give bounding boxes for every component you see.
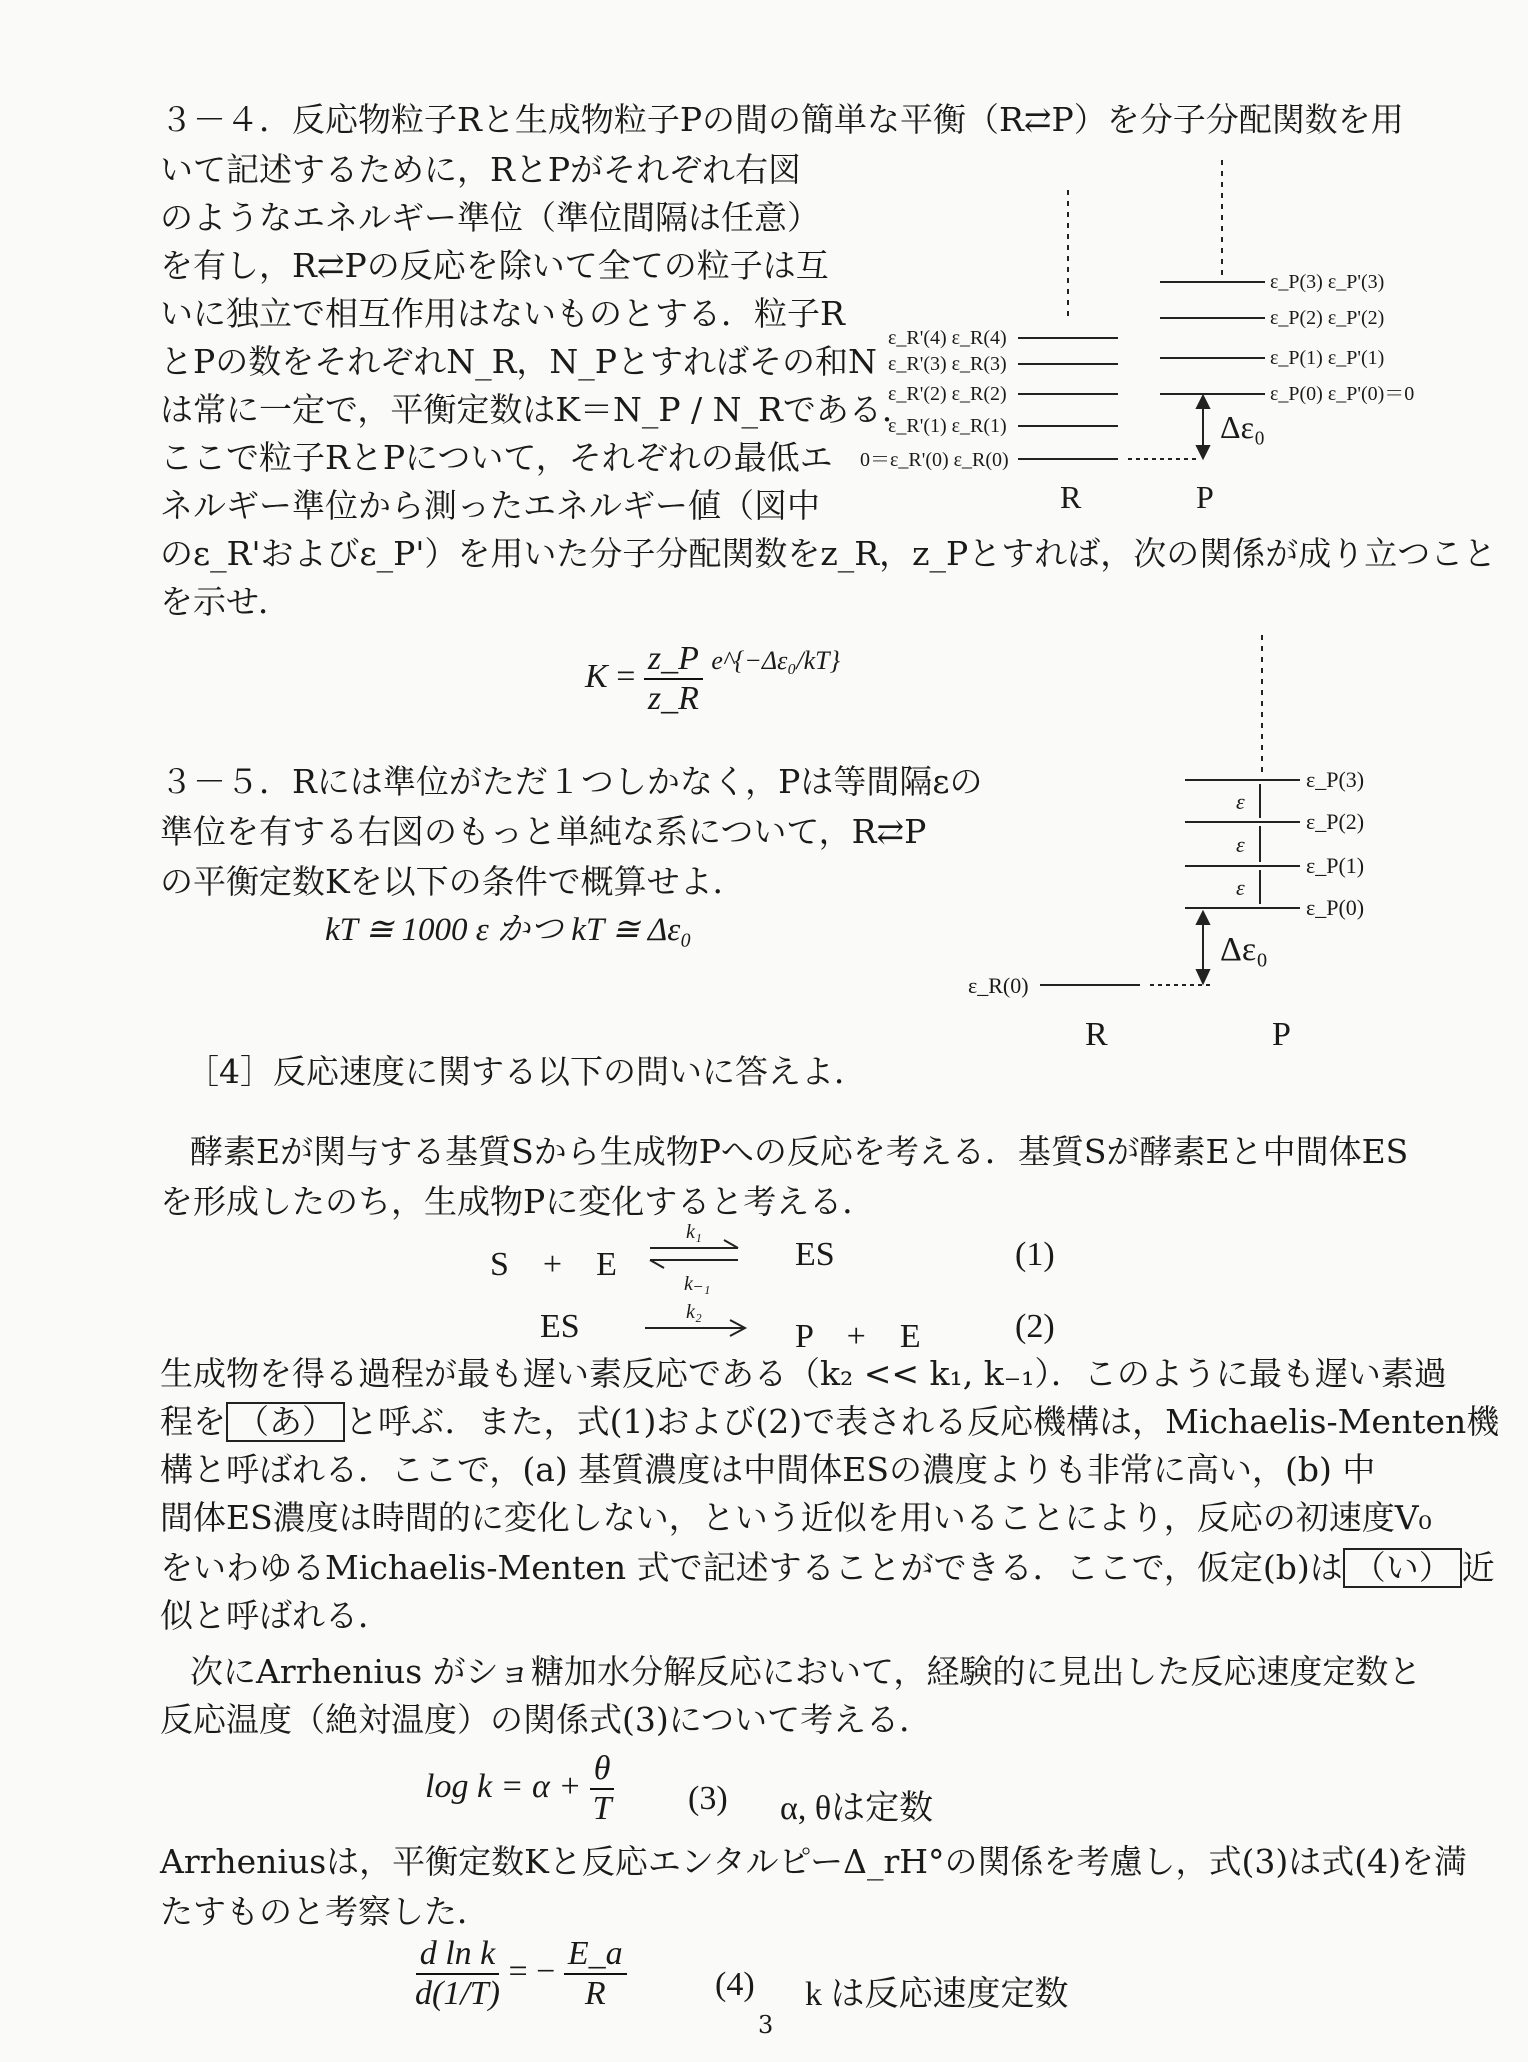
sec4-p4 xyxy=(160,1400,1499,1444)
q34-line-10: のε_R'およびε_P'）を用いた分子分配関数をz_R，z_Pとすれば，次の関係が成り立つこと xyxy=(160,534,1497,573)
sec4-p4-start: 程を xyxy=(160,1402,226,1441)
q34-line-4: を有し，R⇄Pの反応を除いて全ての粒子は互 xyxy=(160,246,829,285)
eq-K-symbol: K xyxy=(585,657,608,695)
q34-line-9: ネルギー準位から測ったエネルギー値（図中 xyxy=(160,486,820,525)
q35-line-2: 準位を有する右図のもっと単純な系について，R⇄P xyxy=(160,812,927,851)
sec4-p10: 反応温度（絶対温度）の関係式(3)について考える． xyxy=(160,1700,933,1739)
reaction-2-number: (2) xyxy=(1015,1308,1055,1345)
fig2-R-level: ε_R(0) xyxy=(968,973,1029,998)
reaction-2-right: P + E xyxy=(795,1318,921,1355)
sec4-p7-end: 近 xyxy=(1461,1548,1495,1587)
fig2-delta-label: Δε₀ xyxy=(1220,931,1268,968)
fig2-P-level-1: ε_P(1) xyxy=(1306,853,1365,878)
sec4-p7-start: をいわゆるMichaelis-Menten 式で記述することができる．ここで，仮定(b)は xyxy=(160,1548,1343,1587)
eq3-denominator: T xyxy=(592,1790,612,1827)
sec4-p6: 間体ES濃度は時間的に変化しない，という近似を用いることにより，反応の初速度V₀ xyxy=(160,1498,1432,1537)
sec4-p8: 似と呼ばれる． xyxy=(160,1596,391,1635)
fig1-R-level-4: ε_R'(4) ε_R(4) xyxy=(888,327,1007,349)
equation-4 xyxy=(415,1935,627,2013)
fig2-label-P: P xyxy=(1272,1016,1291,1053)
eq-K-denominator: z_R xyxy=(647,680,699,717)
blank-a: （あ） xyxy=(226,1402,345,1442)
reaction-2-left: ES xyxy=(540,1308,580,1345)
fig1-P-level-2: ε_P(2) ε_P'(2) xyxy=(1270,307,1385,329)
fig2-eps-2: ε xyxy=(1236,832,1245,857)
q35-line-1: ３－５．Rには準位がただ１つしかなく，Pは等間隔εの xyxy=(160,762,983,801)
equation-3 xyxy=(425,1750,614,1828)
rate-k-minus-1: k₋₁ xyxy=(684,1273,711,1295)
eq3-lhs: log k = α + xyxy=(425,1767,582,1805)
sec4-p5: 構と呼ばれる．ここで，(a) 基質濃度は中間体ESの濃度よりも非常に高い，(b) 中 xyxy=(160,1450,1376,1489)
fig2-eps-1: ε xyxy=(1236,789,1245,814)
fig1-label-P: P xyxy=(1196,479,1214,515)
reaction-1-right: ES xyxy=(795,1236,835,1273)
fig1-label-R: R xyxy=(1060,479,1082,515)
equation-K: K = $\frac{z\_P}{z\_R}$ $^{e\^{}\{-\Delta\varepsilon_0/kT\}}$ xyxy=(585,640,840,717)
eq3-numerator: θ xyxy=(590,1750,615,1790)
eq3-number: (3) xyxy=(688,1780,728,1817)
section-4-header: ［4］反応速度に関する以下の問いに答えよ． xyxy=(186,1052,867,1091)
blank-i: （い） xyxy=(1343,1548,1462,1588)
eq4-denominator: d(1/T) xyxy=(415,1975,500,2012)
q34-line-1: ３－４．反応物粒子Rと生成物粒子Pの間の簡単な平衡（R⇄P）を分子分配関数を用 xyxy=(160,100,1404,139)
fig2-label-R: R xyxy=(1085,1016,1108,1053)
q34-line-3: のようなエネルギー準位（準位間隔は任意） xyxy=(160,198,820,237)
fig1-R-level-1: ε_R'(1) ε_R(1) xyxy=(888,415,1007,437)
eq3-note: α, θは定数 xyxy=(780,1790,934,1827)
sec4-p11: Arrheniusは，平衡定数Kと反応エンタルピーΔ_rH°の関係を考慮し，式(3)は式(4)を満 xyxy=(160,1842,1468,1881)
sec4-p2: を形成したのち，生成物Pに変化すると考える． xyxy=(160,1182,876,1221)
sec4-p4-end: と呼ぶ．また，式(1)および(2)で表される反応機構は，Michaelis-Menten機 xyxy=(345,1402,1500,1441)
q34-line-6: とPの数をそれぞれN_R，N_Pとすればその和N xyxy=(160,342,877,381)
eq4-equals: = − xyxy=(508,1952,556,1990)
fig2-P-level-2: ε_P(2) xyxy=(1306,809,1365,834)
sec4-p9: 次にArrhenius がショ糖加水分解反応において，経験的に見出した反応速度定数と xyxy=(190,1652,1422,1691)
rate-k1: k₁ xyxy=(686,1221,702,1243)
fig1-R-level-0: 0＝ε_R'(0) ε_R(0) xyxy=(860,449,1009,471)
reaction-1-left: S + E xyxy=(490,1246,617,1283)
fig1-P-level-0: ε_P(0) ε_P'(0)＝0 xyxy=(1270,383,1415,405)
reaction-1-number: (1) xyxy=(1015,1236,1055,1273)
eq4-note: k は反応速度定数 xyxy=(805,1976,1069,2013)
fig1-R-level-2: ε_R'(2) ε_R(2) xyxy=(888,383,1007,405)
fig2-P-level-0: ε_P(0) xyxy=(1306,895,1365,920)
eq4-number: (4) xyxy=(715,1966,755,2003)
sec4-p3: 生成物を得る過程が最も遅い素反応である（k₂ << k₁, k₋₁）．このように最も遅い素過 xyxy=(160,1354,1447,1393)
rate-k2: k₂ xyxy=(686,1301,702,1323)
fig1-delta-label: Δε₀ xyxy=(1220,409,1266,445)
page-number: 3 xyxy=(758,2011,774,2039)
sec4-p7 xyxy=(160,1546,1495,1590)
eq-K-numerator: z_P xyxy=(644,640,703,680)
eq4-rhs-denominator: R xyxy=(584,1975,606,2012)
fig1-P-level-3: ε_P(3) ε_P'(3) xyxy=(1270,271,1385,293)
fig1-P-level-1: ε_P(1) ε_P'(1) xyxy=(1270,347,1385,369)
q34-line-2: いて記述するために，RとPがそれぞれ右図 xyxy=(160,150,802,189)
fig2-P-level-3: ε_P(3) xyxy=(1306,767,1365,792)
fig1-R-level-3: ε_R'(3) ε_R(3) xyxy=(888,353,1007,375)
q34-line-5: いに独立で相互作用はないものとする．粒子R xyxy=(160,294,845,333)
q34-line-11: を示せ． xyxy=(160,582,292,621)
fig2-eps-3: ε xyxy=(1236,875,1245,900)
q34-line-7: は常に一定で，平衡定数はK＝N_P / N_Rである． xyxy=(160,390,915,429)
q34-line-8: ここで粒子RとPについて，それぞれの最低エ xyxy=(160,438,833,477)
sec4-p1: 酵素Eが関与する基質Sから生成物Pへの反応を考える．基質Sが酵素Eと中間体ES xyxy=(190,1132,1409,1171)
eq4-rhs-numerator: E_a xyxy=(564,1935,627,1975)
sec4-p12: たすものと考察した． xyxy=(160,1892,490,1931)
eq4-numerator: d ln k xyxy=(416,1935,500,1975)
q35-line-3: の平衡定数Kを以下の条件で概算せよ． xyxy=(160,862,746,901)
q35-condition: kT ≅ 1000 ε かつ kT ≅ Δε₀ xyxy=(325,912,692,948)
eq-K-exponential: e^{−Δε₀/kT} xyxy=(711,645,840,675)
